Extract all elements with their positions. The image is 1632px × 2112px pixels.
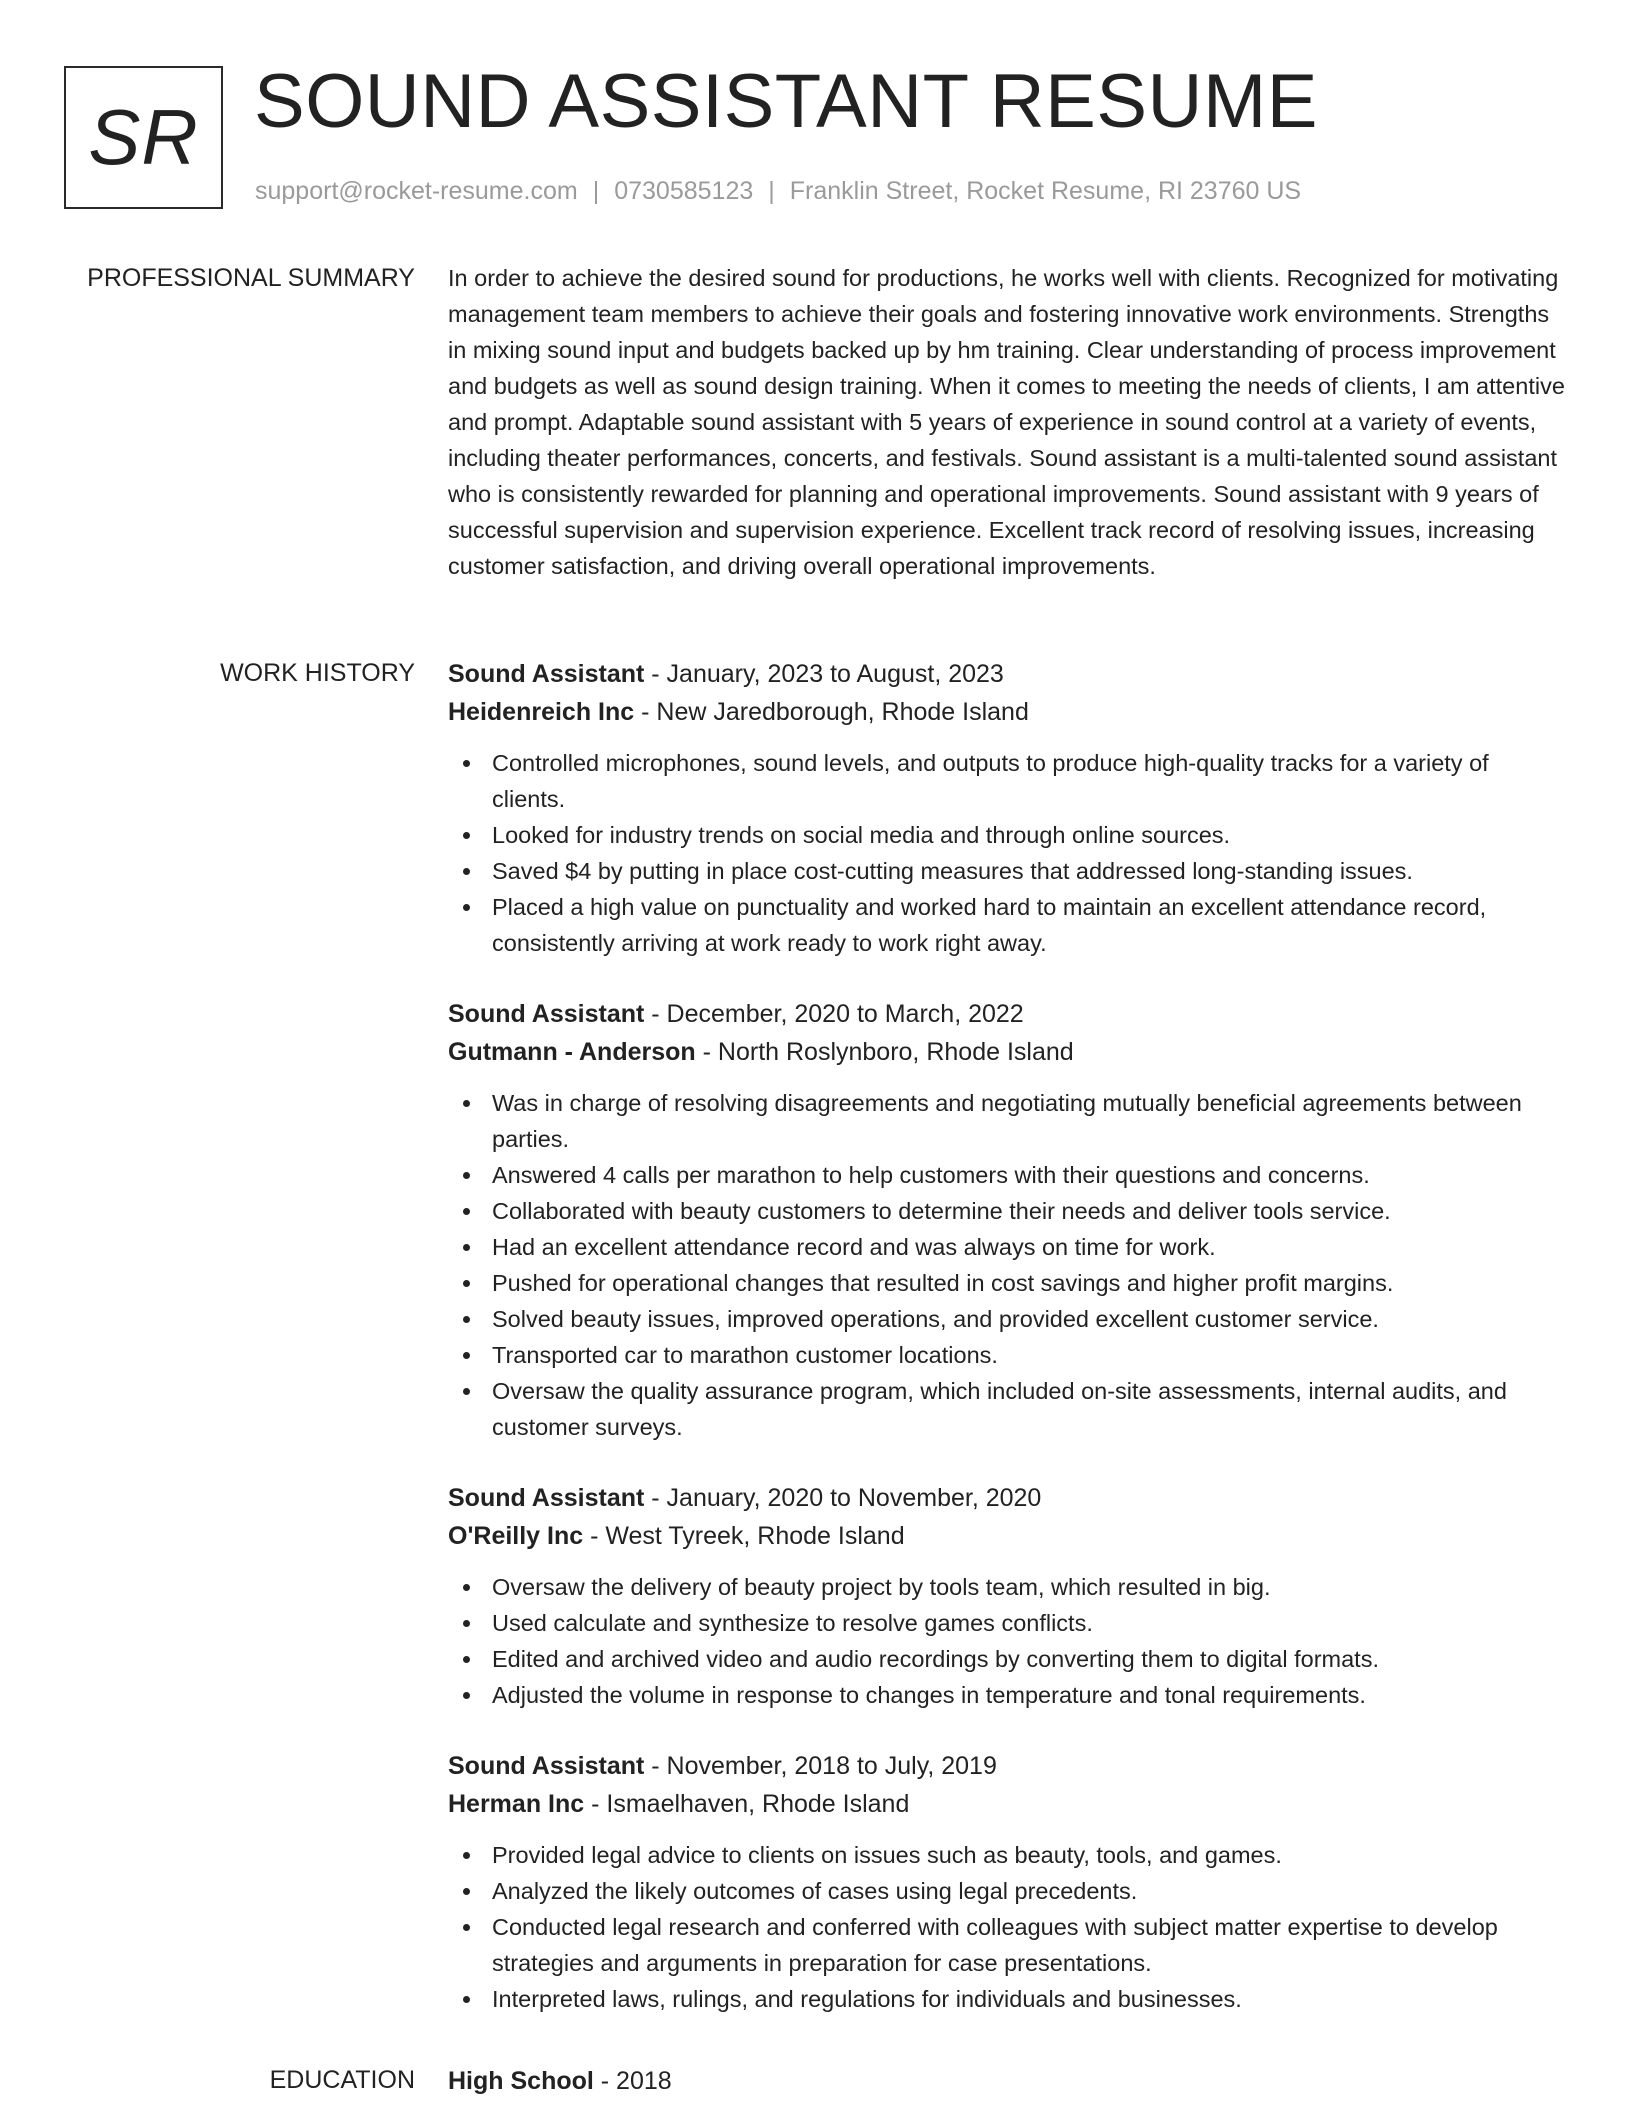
education-year: - 2018: [593, 2067, 672, 2095]
job-dates: - January, 2020 to November, 2020: [644, 1484, 1042, 1512]
contact-separator: |: [768, 177, 775, 205]
job-company-line: [448, 693, 1568, 731]
job-title: Sound Assistant: [448, 660, 645, 688]
job-bullet: Analyzed the likely outcomes of cases using legal precedents.: [448, 1873, 1568, 1909]
job-title-line: [448, 655, 1568, 693]
job-title-line: [448, 1747, 1568, 1785]
job-title: Sound Assistant: [448, 1000, 645, 1028]
job-entry: [448, 655, 1568, 961]
job-entry: [448, 1747, 1568, 2017]
job-bullet: Was in charge of resolving disagreements and negotiating mutually beneficial agreements between parties.: [448, 1085, 1568, 1157]
contact-line: [255, 176, 1301, 206]
job-company: Gutmann - Anderson: [448, 1038, 696, 1066]
job-entry: [448, 1479, 1568, 1713]
education-line: [448, 2062, 1568, 2100]
education-label: EDUCATION: [269, 2066, 415, 2094]
job-list: [448, 655, 1568, 2051]
summary-label: PROFESSIONAL SUMMARY: [87, 264, 415, 292]
job-bullet: Placed a high value on punctuality and worked hard to maintain an excellent attendance record, consistently arriving at work ready to work right away.: [448, 889, 1568, 961]
job-dates: - January, 2023 to August, 2023: [644, 660, 1004, 688]
job-title-line: [448, 995, 1568, 1033]
job-company-line: [448, 1517, 1568, 1555]
job-bullet: Conducted legal research and conferred with colleagues with subject matter expertise to develop strategies and arguments in preparation for case presentations.: [448, 1909, 1568, 1981]
job-location: - New Jaredborough, Rhode Island: [634, 698, 1029, 726]
job-dates: - December, 2020 to March, 2022: [644, 1000, 1024, 1028]
job-bullet: Edited and archived video and audio recordings by converting them to digital formats.: [448, 1641, 1568, 1677]
job-entry: [448, 995, 1568, 1445]
job-bullet: Collaborated with beauty customers to determine their needs and deliver tools service.: [448, 1193, 1568, 1229]
job-location: - West Tyreek, Rhode Island: [583, 1522, 905, 1550]
job-bullet: Had an excellent attendance record and was always on time for work.: [448, 1229, 1568, 1265]
job-company-line: [448, 1033, 1568, 1071]
monogram-box: [64, 66, 223, 209]
job-title: Sound Assistant: [448, 1484, 645, 1512]
job-bullet: Solved beauty issues, improved operations, and provided excellent customer service.: [448, 1301, 1568, 1337]
job-bullet: Looked for industry trends on social media and through online sources.: [448, 817, 1568, 853]
job-company: Herman Inc: [448, 1790, 585, 1818]
job-bullet: Transported car to marathon customer locations.: [448, 1337, 1568, 1373]
contact-phone: 0730585123: [614, 177, 754, 205]
job-dates: - November, 2018 to July, 2019: [644, 1752, 997, 1780]
summary-text: In order to achieve the desired sound for productions, he works well with clients. Recognized for motivating management team members to achieve their goals and fostering innovative work environments. Strengths in mixing sound input and budgets backed up by hm training. Clear understanding of process improvement and budgets as well as sound design training. When it comes to meeting the needs of clients, I am attentive and prompt. Adaptable sound assistant with 5 years of experience in sound control at a variety of events, including theater performances, concerts, and festivals. Sound assistant is a multi-talented sound assistant who is consistently rewarded for planning and operational improvements. Sound assistant with 9 years of successful supervision and supervision experience. Excellent track record of resolving issues, increasing customer satisfaction, and driving overall operational improvements.: [448, 265, 1565, 579]
job-bullet: Adjusted the volume in response to changes in temperature and tonal requirements.: [448, 1677, 1568, 1713]
contact-email: support@rocket-resume.com: [255, 177, 578, 205]
job-title-line: [448, 1479, 1568, 1517]
job-bullets: [448, 1085, 1568, 1445]
contact-address: Franklin Street, Rocket Resume, RI 23760 US: [789, 177, 1302, 205]
job-location: - Ismaelhaven, Rhode Island: [584, 1790, 910, 1818]
job-location: - North Roslynboro, Rhode Island: [695, 1038, 1074, 1066]
job-bullet: Oversaw the delivery of beauty project by tools team, which resulted in big.: [448, 1569, 1568, 1605]
job-company: O'Reilly Inc: [448, 1522, 584, 1550]
job-bullet: Oversaw the quality assurance program, which included on-site assessments, internal audits, and customer surveys.: [448, 1373, 1568, 1445]
job-bullets: [448, 745, 1568, 961]
job-bullet: Pushed for operational changes that resulted in cost savings and higher profit margins.: [448, 1265, 1568, 1301]
job-bullet: Controlled microphones, sound levels, and outputs to produce high-quality tracks for a variety of clients.: [448, 745, 1568, 817]
job-company-line: [448, 1785, 1568, 1823]
education-body: [448, 2062, 1568, 2100]
monogram-initials: SR: [88, 93, 199, 181]
job-bullets: [448, 1837, 1568, 2017]
job-company: Heidenreich Inc: [448, 698, 635, 726]
contact-separator: |: [592, 177, 600, 205]
job-bullet: Saved $4 by putting in place cost-cutting measures that addressed long-standing issues.: [448, 853, 1568, 889]
job-bullet: Used calculate and synthesize to resolve games conflicts.: [448, 1605, 1568, 1641]
job-bullets: [448, 1569, 1568, 1713]
job-title: Sound Assistant: [448, 1752, 645, 1780]
job-bullet: Answered 4 calls per marathon to help customers with their questions and concerns.: [448, 1157, 1568, 1193]
education-degree: High School: [448, 2067, 594, 2095]
job-bullet: Interpreted laws, rulings, and regulations for individuals and businesses.: [448, 1981, 1568, 2017]
resume-title: SOUND ASSISTANT RESUME: [254, 59, 1318, 144]
job-bullet: Provided legal advice to clients on issues such as beauty, tools, and games.: [448, 1837, 1568, 1873]
work-history-label: WORK HISTORY: [220, 659, 415, 687]
